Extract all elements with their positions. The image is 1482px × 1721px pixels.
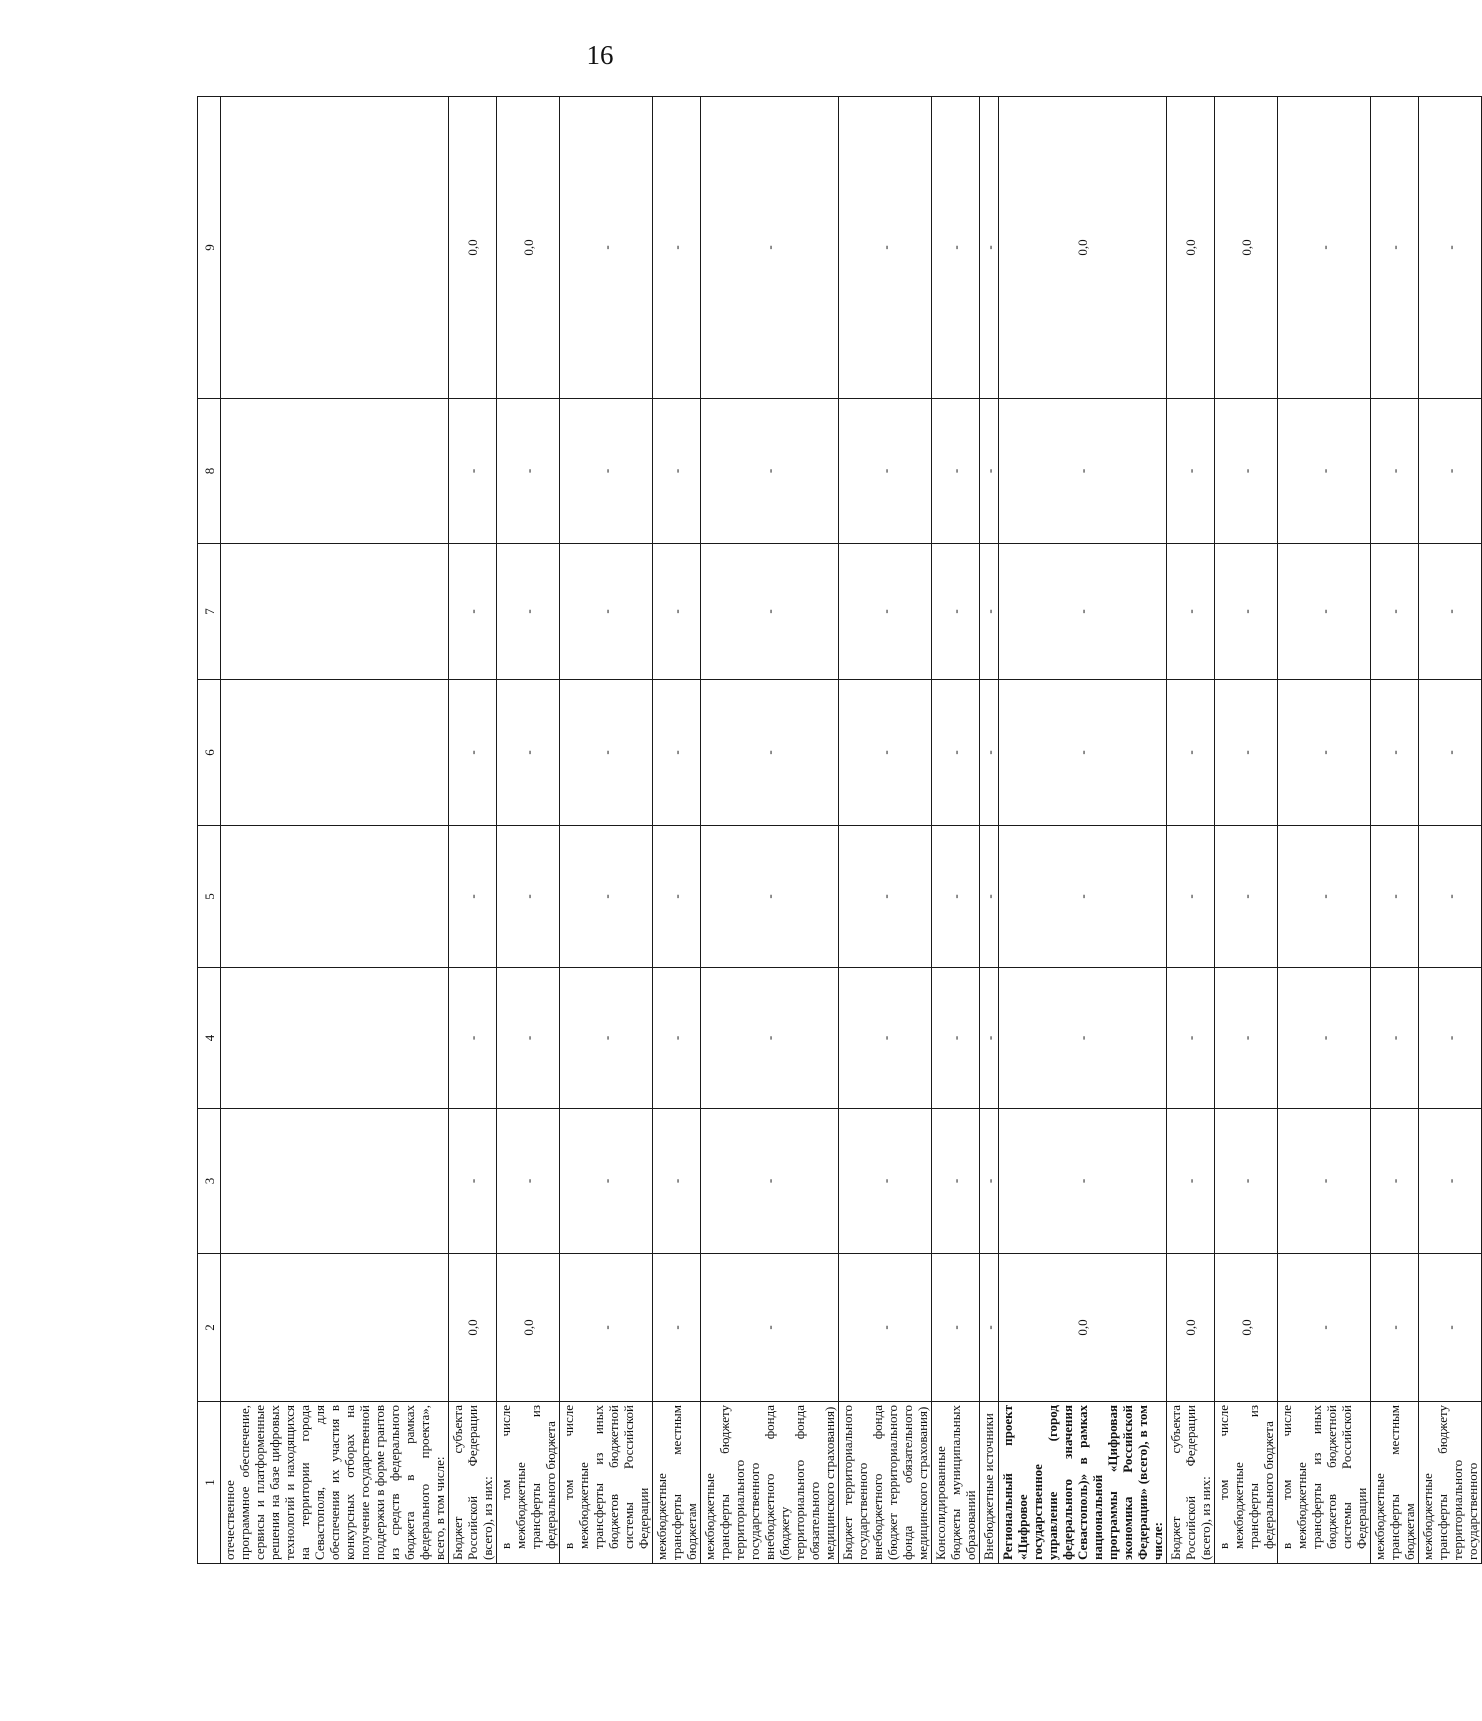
cell-col-7: - (839, 544, 932, 680)
cell-col-4: - (1278, 968, 1371, 1109)
cell-col-6: - (701, 680, 839, 826)
cell-col-6: - (1167, 680, 1215, 826)
table-row (560, 97, 653, 1564)
cell-col-3: - (1278, 1109, 1371, 1254)
cell-col-9: 0,0 (1215, 97, 1278, 399)
row-label: в том числе межбюджетные трансферты из федерального бюджета (497, 1402, 560, 1564)
table-row (932, 97, 980, 1564)
cell-col-6: - (1419, 680, 1482, 826)
cell-col-4: - (560, 968, 653, 1109)
cell-col-8: - (1278, 399, 1371, 544)
row-label: Внебюджетные источники (980, 1402, 999, 1564)
cell-col-2: 0,0 (1215, 1254, 1278, 1402)
cell-col-4: - (839, 968, 932, 1109)
cell-col-2: 0,0 (999, 1254, 1167, 1402)
column-number-row (198, 97, 221, 1564)
cell-col-4: - (497, 968, 560, 1109)
cell-col-4: - (1167, 968, 1215, 1109)
cell-col-2: 0,0 (497, 1254, 560, 1402)
financing-table (197, 96, 1482, 1564)
cell-col-3: - (999, 1109, 1167, 1254)
cell-col-7: - (1419, 544, 1482, 680)
cell-col-8: - (1371, 399, 1419, 544)
column-number-5: 5 (198, 826, 221, 968)
cell-col-5: - (1371, 826, 1419, 968)
cell-col-2: - (839, 1254, 932, 1402)
table-row (1215, 97, 1278, 1564)
cell-col-6: - (1215, 680, 1278, 826)
cell-col-3: - (1167, 1109, 1215, 1254)
cell-col-6: - (839, 680, 932, 826)
cell-col-3: - (497, 1109, 560, 1254)
cell-col-9: - (980, 97, 999, 399)
cell-col-3: - (701, 1109, 839, 1254)
table-row (1167, 97, 1215, 1564)
page-number: 16 (586, 40, 614, 70)
cell-col-7: - (1371, 544, 1419, 680)
cell-col-5: - (1278, 826, 1371, 968)
cell-col-8: - (1419, 399, 1482, 544)
table-row (1371, 97, 1419, 1564)
cell-col-4 (221, 968, 449, 1109)
cell-col-8: - (701, 399, 839, 544)
cell-col-9: - (560, 97, 653, 399)
cell-col-4: - (449, 968, 497, 1109)
cell-col-2: 0,0 (1167, 1254, 1215, 1402)
cell-col-2: - (653, 1254, 701, 1402)
cell-col-8: - (932, 399, 980, 544)
cell-col-7: - (1215, 544, 1278, 680)
table-row (1419, 97, 1482, 1564)
cell-col-9: - (932, 97, 980, 399)
cell-col-8: - (839, 399, 932, 544)
row-label: в том числе межбюджетные трансферты из федерального бюджета (1215, 1402, 1278, 1564)
cell-col-5 (221, 826, 449, 968)
cell-col-9: - (1278, 97, 1371, 399)
column-number-4: 4 (198, 968, 221, 1109)
cell-col-6 (221, 680, 449, 826)
cell-col-6: - (932, 680, 980, 826)
cell-col-5: - (839, 826, 932, 968)
cell-col-2: - (980, 1254, 999, 1402)
column-number-2: 2 (198, 1254, 221, 1402)
cell-col-3: - (653, 1109, 701, 1254)
cell-col-4: - (653, 968, 701, 1109)
cell-col-9: - (653, 97, 701, 399)
cell-col-7: - (497, 544, 560, 680)
cell-col-3: - (1215, 1109, 1278, 1254)
cell-col-3: - (932, 1109, 980, 1254)
cell-col-4: - (1215, 968, 1278, 1109)
cell-col-9: - (839, 97, 932, 399)
table-row (839, 97, 932, 1564)
cell-col-7: - (560, 544, 653, 680)
cell-col-2: - (932, 1254, 980, 1402)
cell-col-8: - (449, 399, 497, 544)
cell-col-5: - (560, 826, 653, 968)
cell-col-5: - (449, 826, 497, 968)
cell-col-6: - (1371, 680, 1419, 826)
row-label: в том числе межбюджетные трансферты из иных бюджетов бюджетной системы Российской Федерации (1278, 1402, 1371, 1564)
column-number-8: 8 (198, 399, 221, 544)
cell-col-3: - (1371, 1109, 1419, 1254)
cell-col-6: - (653, 680, 701, 826)
column-number-1: 1 (198, 1402, 221, 1564)
cell-col-5: - (701, 826, 839, 968)
cell-col-6: - (980, 680, 999, 826)
cell-col-8 (221, 399, 449, 544)
cell-col-8: - (560, 399, 653, 544)
row-label: межбюджетные трансферты бюджету территориального государственного внебюджетного фонда (бюджету территориального фонда обязательного медицинского страхования) (701, 1402, 839, 1564)
column-number-3: 3 (198, 1109, 221, 1254)
cell-col-7: - (449, 544, 497, 680)
cell-col-5: - (1419, 826, 1482, 968)
cell-col-7 (221, 544, 449, 680)
cell-col-5: - (980, 826, 999, 968)
table-row (701, 97, 839, 1564)
row-label: межбюджетные трансферты местным бюджетам (653, 1402, 701, 1564)
cell-col-9: 0,0 (497, 97, 560, 399)
row-label: межбюджетные трансферты бюджету территориального государственного (1419, 1402, 1482, 1564)
cell-col-5: - (1167, 826, 1215, 968)
column-number-7: 7 (198, 544, 221, 680)
cell-col-7: - (701, 544, 839, 680)
cell-col-9: - (701, 97, 839, 399)
cell-col-3 (221, 1109, 449, 1254)
cell-col-8: - (999, 399, 1167, 544)
cell-col-6: - (999, 680, 1167, 826)
row-label: межбюджетные трансферты местным бюджетам (1371, 1402, 1419, 1564)
cell-col-6: - (497, 680, 560, 826)
cell-col-8: - (1167, 399, 1215, 544)
cell-col-2: - (1371, 1254, 1419, 1402)
cell-col-6: - (1278, 680, 1371, 826)
table-row (449, 97, 497, 1564)
cell-col-7: - (932, 544, 980, 680)
cell-col-4: - (980, 968, 999, 1109)
cell-col-3: - (839, 1109, 932, 1254)
cell-col-4: - (999, 968, 1167, 1109)
cell-col-5: - (653, 826, 701, 968)
cell-col-3: - (560, 1109, 653, 1254)
cell-col-5: - (497, 826, 560, 968)
cell-col-8: - (980, 399, 999, 544)
cell-col-6: - (560, 680, 653, 826)
cell-col-3: - (1419, 1109, 1482, 1254)
cell-col-2: - (1419, 1254, 1482, 1402)
cell-col-5: - (999, 826, 1167, 968)
row-label: отечественное программное обеспечение, сервисы и платформенные решения на базе цифровых технологий и находящихся на территории города Севастополя, для обеспечения их участия в конкурсных отборах на получение государственной поддержки в форме грантов из средств федерального бюджета в рамках федерального проекта», всего, в том числе: (221, 1402, 449, 1564)
cell-col-8: - (497, 399, 560, 544)
table-row (497, 97, 560, 1564)
cell-col-6: - (449, 680, 497, 826)
rotated-table-frame (197, 97, 1480, 1564)
table-row (1278, 97, 1371, 1564)
cell-col-4: - (1371, 968, 1419, 1109)
cell-col-2: - (1278, 1254, 1371, 1402)
cell-col-4: - (701, 968, 839, 1109)
cell-col-2: - (701, 1254, 839, 1402)
row-label: Региональный проект «Цифровое государственное управление (город федерального значения Севастополь)» в рамках национальной программы «Цифровая экономика Российской Федерации» (всего), в том числе: (999, 1402, 1167, 1564)
column-number-9: 9 (198, 97, 221, 399)
cell-col-9 (221, 97, 449, 399)
cell-col-7: - (1167, 544, 1215, 680)
cell-col-3: - (980, 1109, 999, 1254)
row-label: Консолидированные бюджеты муниципальных образований (932, 1402, 980, 1564)
row-label: в том числе межбюджетные трансферты из иных бюджетов бюджетной системы Российской Федерации (560, 1402, 653, 1564)
table-row (980, 97, 999, 1564)
row-label: Бюджет субъекта Российской Федерации (всего), из них: (449, 1402, 497, 1564)
cell-col-2: - (560, 1254, 653, 1402)
cell-col-3: - (449, 1109, 497, 1254)
cell-col-9: 0,0 (1167, 97, 1215, 399)
cell-col-9: - (1371, 97, 1419, 399)
cell-col-7: - (980, 544, 999, 680)
cell-col-8: - (1215, 399, 1278, 544)
cell-col-7: - (999, 544, 1167, 680)
cell-col-2 (221, 1254, 449, 1402)
table-row (221, 97, 449, 1564)
table-row (653, 97, 701, 1564)
row-label: Бюджет территориального государственного внебюджетного фонда (бюджет территориального фонда обязательного медицинского страхования) (839, 1402, 932, 1564)
row-label: Бюджет субъекта Российской Федерации (всего), из них: (1167, 1402, 1215, 1564)
cell-col-2: 0,0 (449, 1254, 497, 1402)
table-row (999, 97, 1167, 1564)
cell-col-7: - (653, 544, 701, 680)
cell-col-4: - (1419, 968, 1482, 1109)
cell-col-4: - (932, 968, 980, 1109)
cell-col-8: - (653, 399, 701, 544)
cell-col-7: - (1278, 544, 1371, 680)
cell-col-9: 0,0 (449, 97, 497, 399)
cell-col-9: - (1419, 97, 1482, 399)
table-body (198, 97, 1482, 1564)
cell-col-5: - (1215, 826, 1278, 968)
cell-col-9: 0,0 (999, 97, 1167, 399)
cell-col-5: - (932, 826, 980, 968)
column-number-6: 6 (198, 680, 221, 826)
